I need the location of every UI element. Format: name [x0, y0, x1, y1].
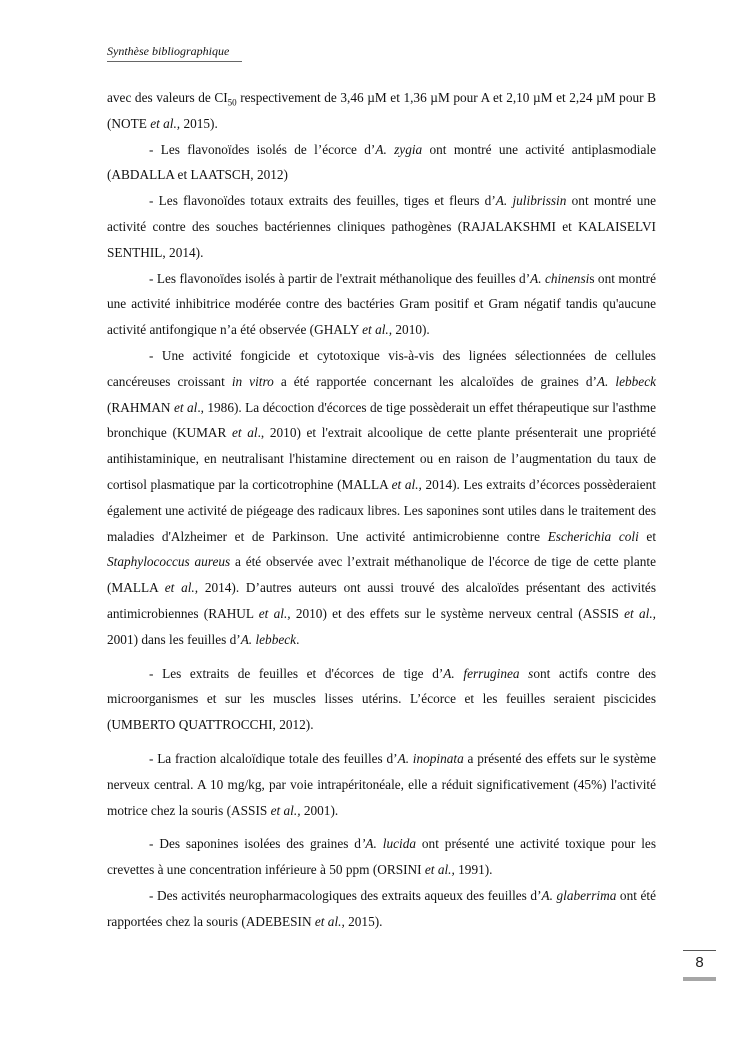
- list-item-a-lebbeck: - Une activité fongicide et cytotoxique vis-à-vis des lignées sélectionnées de cellules cancéreuses croissant in vitro a été rapportée concernant les alcaloïdes de graines d’A. lebbeck (RAHMAN et al., 1986). La décoction d'écorces de tige possèderait un effet thérapeutique sur l'asthme bronchique (KUMAR et al., 2010) et l'extrait alcoolique de cette plante présenterait une propriété antihistaminique, en neutralisant l'histamine directement ou en raison de l’augmentation du taux de cortisol plasmatique par la corticotrophine (MALLA et al., 2014). Les extraits d’écorces possèderaient également une activité de piégeage des radicaux libres. Les saponines sont utiles dans le traitement des maladies d'Alzheimer et de Parkinson. Une activité antimicrobienne contre Escherichia coli et Staphylococcus aureus a été observée avec l’extrait méthanolique de l'écorce de tige de cette plante (MALLA et al., 2014). D’autres auteurs ont aussi trouvé des alcaloïdes présentant des activités antimicrobiennes (RAHUL et al., 2010) et des effets sur le système nerveux central (ASSIS et al., 2001) dans les feuilles d’A. lebbeck.: [107, 347, 657, 647]
- document-body: [107, 85, 656, 935]
- header-underline: [107, 61, 242, 62]
- running-header: [107, 44, 657, 58]
- list-item-a-inopinata: - La fraction alcaloïdique totale des feuilles d’A. inopinata a présenté des effets sur le système nerveux central. A 10 mg/kg, par voie intrapéritonéale, elle a réduit significativement (45%) l'activité motrice chez la souris (ASSIS et al., 2001).: [107, 750, 656, 818]
- list-item-a-julibrissin: - Les flavonoïdes totaux extraits des feuilles, tiges et fleurs d’A. julibrissin ont montré une activité contre des souches bactériennes cliniques pathogènes (RAJALAKSHMI et KALAISELVI SENTHIL, 2014).: [107, 193, 657, 260]
- list-item-a-chinensis: - Les flavonoïdes isolés à partir de l'extrait méthanolique des feuilles d’A. chinensis ont montré une activité inhibitrice modérée contre des bactéries Gram positif et Gram négatif tandis qu'aucune activité antifongique n’a été observée (GHALY et al., 2010).: [107, 270, 656, 338]
- list-item-a-glaberrima: - Des activités neuropharmacologiques des extraits aqueux des feuilles d’A. glaberrima ont été rapportées chez la souris (ADEBESIN et al., 2015).: [107, 887, 656, 929]
- list-item-a-ferruginea: - Les extraits de feuilles et d'écorces de tige d’A. ferruginea sont actifs contre des microorganismes et sur les muscles lisses utérins. L’écorce et les feuilles seraient piscicides (UMBERTO QUATTROCCHI, 2012).: [107, 665, 657, 733]
- page-number-rule: [683, 950, 716, 951]
- page-number-bar: [683, 977, 716, 981]
- list-item-a-zygia: - Les flavonoïdes isolés de l’écorce d’A. zygia ont montré une activité antiplasmodiale (ABDALLA et LAATSCH, 2012): [107, 141, 656, 183]
- list-item-a-lucida: - Des saponines isolées des graines d’A. lucida ont présenté une activité toxique pour les crevettes à une concentration inférieure à 50 ppm (ORSINI et al., 1991).: [107, 836, 657, 878]
- paragraph-ic50-values: avec des valeurs de $CI_{50}$ respectivement de 3,46 µM et 1,36 µM pour A et 2,10 µM et 2,24 µM pour B (NOTE et al., 2015).: [107, 90, 656, 131]
- running-title: Synthèse bibliographique: [107, 44, 230, 58]
- page-number: 8: [695, 954, 704, 971]
